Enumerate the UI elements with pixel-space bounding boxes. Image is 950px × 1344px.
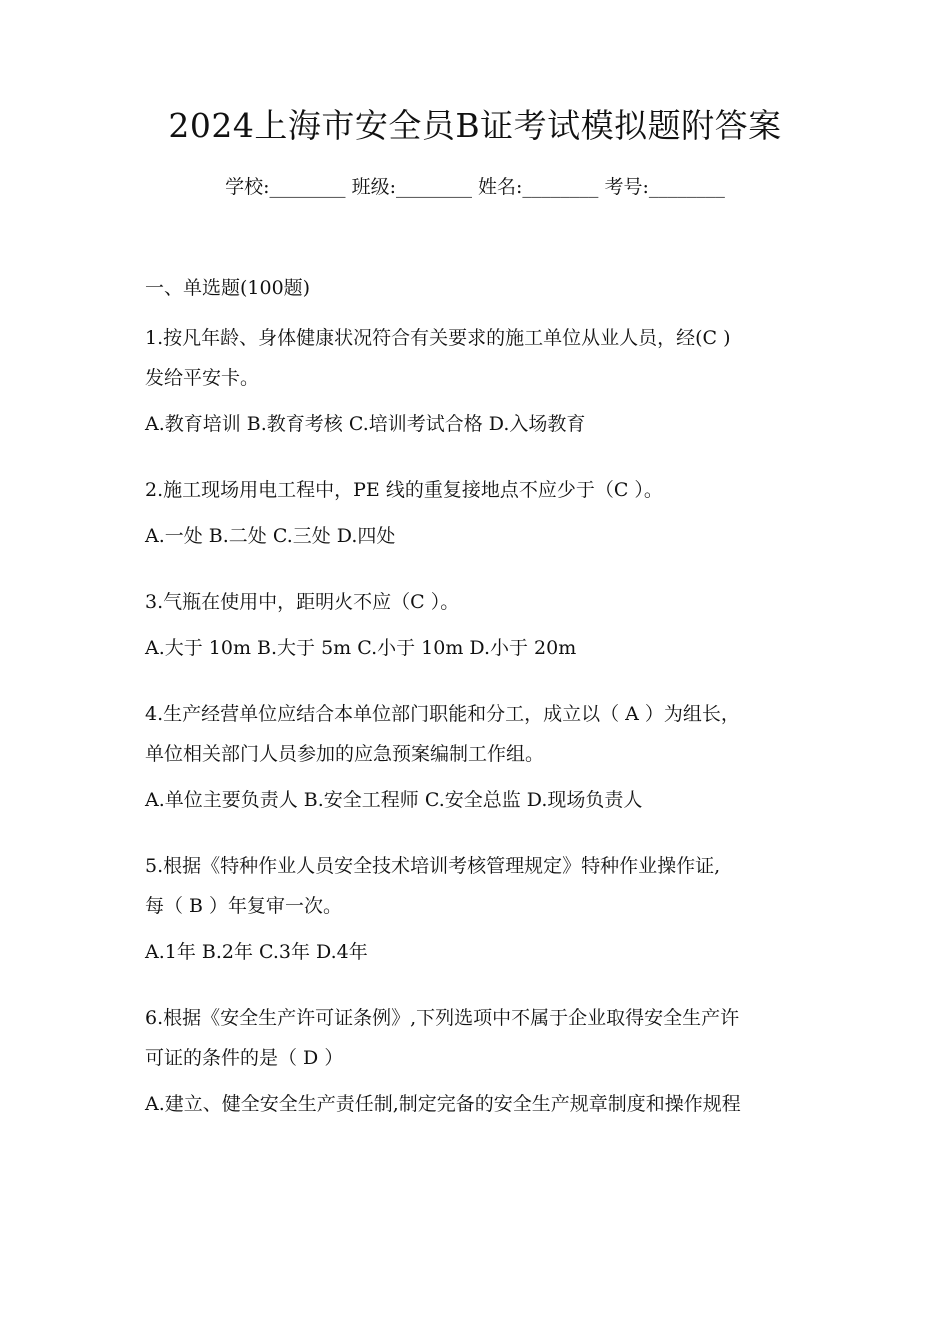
question-options: A.单位主要负责人 B.安全工程师 C.安全总监 D.现场负责人: [145, 789, 643, 811]
question-5: [145, 846, 815, 972]
question-options: A.建立、健全安全生产责任制,制定完备的安全生产规章制度和操作规程: [145, 1093, 741, 1115]
question-2: [145, 470, 815, 556]
question-stem-line: 4.生产经营单位应结合本单位部门职能和分工，成立以（ A ）为组长，: [145, 703, 740, 725]
question-stem-line: 3.气瓶在使用中，距明火不应（C ）。: [145, 591, 460, 613]
section-heading: 一、单选题(100题): [145, 277, 311, 299]
question-options: A.大于 10m B.大于 5m C.小于 10m D.小于 20m: [145, 637, 577, 659]
question-stem-line: 5.根据《特种作业人员安全技术培训考核管理规定》特种作业操作证,: [145, 855, 721, 877]
question-stem-line: 6.根据《安全生产许可证条例》,下列选项中不属于企业取得安全生产许: [145, 1007, 740, 1029]
student-info-fields: 学校:________ 班级:________ 姓名:________ 考号:________: [225, 176, 725, 198]
question-1: [145, 318, 815, 444]
question-options: A.教育培训 B.教育考核 C.培训考试合格 D.入场教育: [145, 413, 586, 435]
document-title: 2024上海市安全员B证考试模拟题附答案: [168, 106, 782, 145]
question-stem-line: 发给平安卡。: [145, 367, 260, 389]
question-stem-line: 可证的条件的是（ D ）: [145, 1047, 344, 1069]
question-3: [145, 582, 815, 668]
question-stem-line: 1.按凡年龄、身体健康状况符合有关要求的施工单位从业人员，经(C ): [145, 327, 731, 349]
question-options: A.一处 B.二处 C.三处 D.四处: [145, 525, 396, 547]
question-options: A.1年 B.2年 C.3年 D.4年: [145, 941, 368, 963]
question-stem-line: 每（ B ）年复审一次。: [145, 895, 343, 917]
question-4: [145, 694, 815, 820]
document-body: [145, 268, 815, 1150]
question-6: [145, 998, 815, 1124]
question-stem-line: 单位相关部门人员参加的应急预案编制工作组。: [145, 743, 545, 765]
question-stem-line: 2.施工现场用电工程中，PE 线的重复接地点不应少于（C ）。: [145, 479, 663, 501]
